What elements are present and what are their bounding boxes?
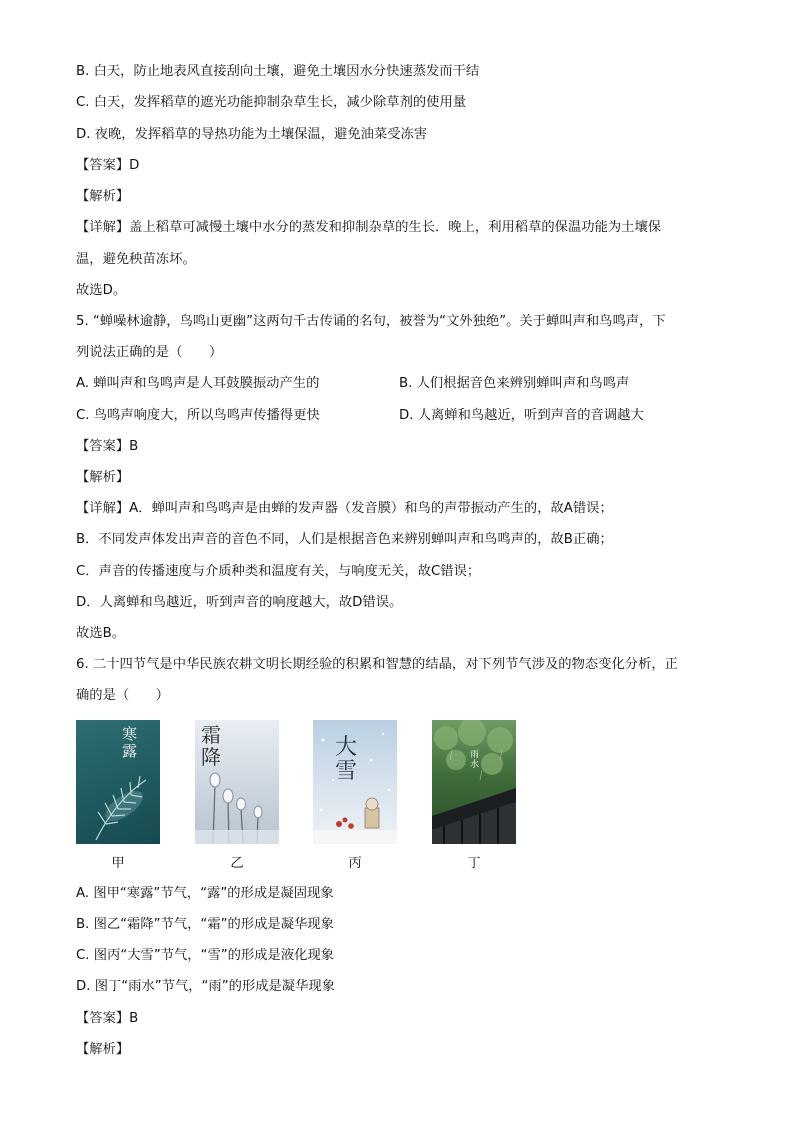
- q5-option-b: B. 人们根据音色来辨别蝉叫声和鸟鸣声: [399, 376, 630, 391]
- q6-answer: 【答案】B: [76, 1011, 139, 1026]
- image-title-daxue: 大雪: [335, 735, 358, 784]
- q5-detail-b: B．不同发声体发出声音的音色不同，人们是根据音色来辨别蝉叫声和鸟鸣声的，故B正确；: [76, 532, 613, 547]
- frost-leaf-illustration: [76, 720, 160, 844]
- q5-answer: 【答案】B: [76, 439, 139, 454]
- q5-analysis-label: 【解析】: [76, 470, 130, 485]
- q5-option-a: A. 蝉叫声和鸟鸣声是人耳鼓膜振动产生的: [76, 376, 320, 391]
- q6-stem-line2: 确的是（ ）: [76, 688, 170, 703]
- q5-stem-line1: 5. “蝉噪林逾静，鸟鸣山更幽”这两句千古传诵的名句，被誉为“文外独绝”。关于蝉叫声和鸟鸣声，下: [76, 314, 666, 329]
- q5-option-d: D. 人离蝉和鸟越近，听到声音的音调越大: [399, 408, 644, 423]
- q4-option-d: D. 夜晚，发挥稻草的导热功能为土壤保温，避免油菜受冻害: [76, 127, 428, 142]
- q5-detail-d: D．人离蝉和鸟越近，听到声音的响度越大，故D错误。: [76, 595, 403, 610]
- q6-option-c: C. 图丙“大雪”节气，“雪”的形成是液化现象: [76, 948, 335, 963]
- q6-analysis-label: 【解析】: [76, 1042, 130, 1057]
- q5-option-c: C. 鸟鸣声响度大，所以鸟鸣声传播得更快: [76, 408, 320, 423]
- q4-detail-line1: 【详解】盖上稻草可减慢土壤中水分的蒸发和抑制杂草的生长．晚上，利用稻草的保温功能为土壤保: [76, 220, 662, 235]
- q5-detail-c: C．声音的传播速度与介质种类和温度有关，与响度无关，故C错误；: [76, 564, 481, 579]
- q4-option-b: B. 白天，防止地表风直接刮向土壤，避免土壤因水分快速蒸发而干结: [76, 64, 480, 79]
- caption-ding: 丁: [467, 856, 481, 871]
- caption-yi: 乙: [230, 856, 244, 871]
- image-title-yushui: 雨水: [470, 750, 480, 770]
- q4-option-c: C. 白天，发挥稻草的遮光功能抑制杂草生长，减少除草剂的使用量: [76, 95, 467, 110]
- caption-jia: 甲: [111, 856, 125, 871]
- solar-term-image-hanlu: [76, 720, 160, 844]
- solar-term-image-yushui: [432, 720, 516, 844]
- q4-detail-line2: 温，避免秧苗冻坏。: [76, 252, 196, 267]
- q6-option-b: B. 图乙“霜降”节气，“霜”的形成是凝华现象: [76, 917, 334, 932]
- q5-stem-line2: 列说法正确的是（ ）: [76, 345, 223, 360]
- image-title-hanlu: 寒露: [122, 725, 138, 760]
- q6-option-d: D. 图丁“雨水”节气，“雨”的形成是凝华现象: [76, 979, 335, 994]
- solar-term-image-shuangjiang: [195, 720, 279, 844]
- q4-analysis-label: 【解析】: [76, 189, 130, 204]
- image-title-shuangjiang: 霜降: [201, 723, 221, 769]
- solar-term-image-daxue: [313, 720, 397, 844]
- q5-detail-a: 【详解】A．蝉叫声和鸟鸣声是由蝉的发声器（发音膜）和鸟的声带振动产生的，故A错误；: [76, 501, 613, 516]
- caption-bing: 丙: [348, 856, 362, 871]
- rain-eaves-illustration: [432, 720, 516, 844]
- q4-answer: 【答案】D: [76, 158, 140, 173]
- q6-stem-line1: 6. 二十四节气是中华民族农耕文明长期经验的积累和智慧的结晶，对下列节气涉及的物态变化分析，正: [76, 657, 678, 672]
- q4-conclusion: 故选D。: [76, 283, 127, 298]
- q6-option-a: A. 图甲“寒露”节气，“露”的形成是凝固现象: [76, 886, 334, 901]
- q5-conclusion: 故选B。: [76, 626, 126, 641]
